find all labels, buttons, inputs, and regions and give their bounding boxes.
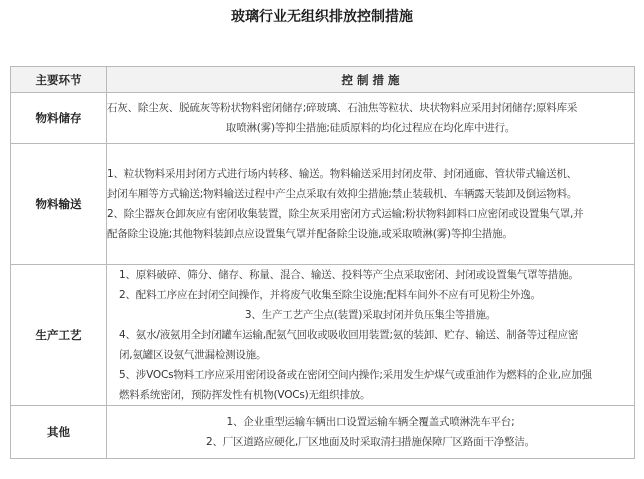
measure-line: 3、生产工艺产尘点(装置)采取封闭并负压集尘等措施。 (244, 309, 497, 321)
measure-line: 石灰、除尘灰、脱硫灰等粉状物料密闭储存;碎玻璃、石油焦等粒状、块状物料应采用封闭储存;原料库采 (107, 102, 578, 114)
stage-label: 物料输送 (11, 144, 107, 265)
measure-line: 1、粒状物料采用封闭方式进行场内转移、输送。物料输送采用封闭皮带、封闭通廊、管状带式输送机、 (107, 168, 577, 180)
table-row-production (11, 265, 635, 406)
header-stage: 主要环节 (11, 67, 107, 93)
document-title: 玻璃行业无组织排放控制措施 (231, 9, 413, 25)
measure-line: 1、原料破碎、筛分、储存、称量、混合、输送、投料等产尘点采取密闭、封闭或设置集气罩等措施。 (119, 269, 579, 281)
header-measures: 控 制 措 施 (107, 67, 635, 93)
table-row-storage (11, 93, 635, 144)
table-row-transport (11, 144, 635, 265)
measure-line: 配备除尘设施;其他物料装卸点应设置集气罩并配备除尘设施,或采取喷淋(雾)等抑尘措施。 (107, 228, 513, 240)
measures-cell (107, 265, 635, 406)
measure-line: 2、除尘器灰仓卸灰应有密闭收集装置，除尘灰采用密闭方式运输;粉状物料卸料口应密闭或设置集气罩,并 (107, 208, 584, 220)
measure-line: 2、厂区道路应硬化,厂区地面及时采取清扫措施保障厂区路面干净整洁。 (206, 436, 535, 448)
stage-label: 其他 (11, 406, 107, 459)
stage-label: 物料储存 (11, 93, 107, 144)
measure-line: 取喷淋(雾)等抑尘措施;硅质原料的均化过程应在均化库中进行。 (225, 122, 516, 134)
table-header-row (11, 67, 635, 93)
measure-line: 燃料系统密闭，预防挥发性有机物(VOCs)无组织排放。 (119, 389, 371, 401)
emission-control-table (10, 66, 635, 459)
measure-line: 闭,氨罐区设氨气泄漏检测设施。 (119, 349, 267, 361)
measures-cell (107, 93, 635, 144)
table-row-other (11, 406, 635, 459)
measures-cell (107, 144, 635, 265)
stage-label: 生产工艺 (11, 265, 107, 406)
measure-line: 4、氨水/液氨用全封闭罐车运输,配氨气回收或吸收回用装置;氨的装卸、贮存、输送、制备等过程应密 (119, 329, 579, 341)
measure-line: 封闭车厢等方式输送;物料输送过程中产尘点采取有效抑尘措施;禁止装载机、车辆露天装卸及倒运物料。 (107, 188, 578, 200)
measure-line: 5、涉VOCs物料工序应采用密闭设备或在密闭空间内操作;采用发生炉煤气或重油作为燃料的企业,应加强 (119, 369, 592, 381)
measures-cell (107, 406, 635, 459)
measure-line: 2、配料工序应在封闭空间操作，并将废气收集至除尘设施;配料车间外不应有可见粉尘外逸。 (119, 289, 541, 301)
measure-line: 1、企业重型运输车辆出口设置运输车辆全覆盖式喷淋洗车平台; (226, 416, 515, 428)
